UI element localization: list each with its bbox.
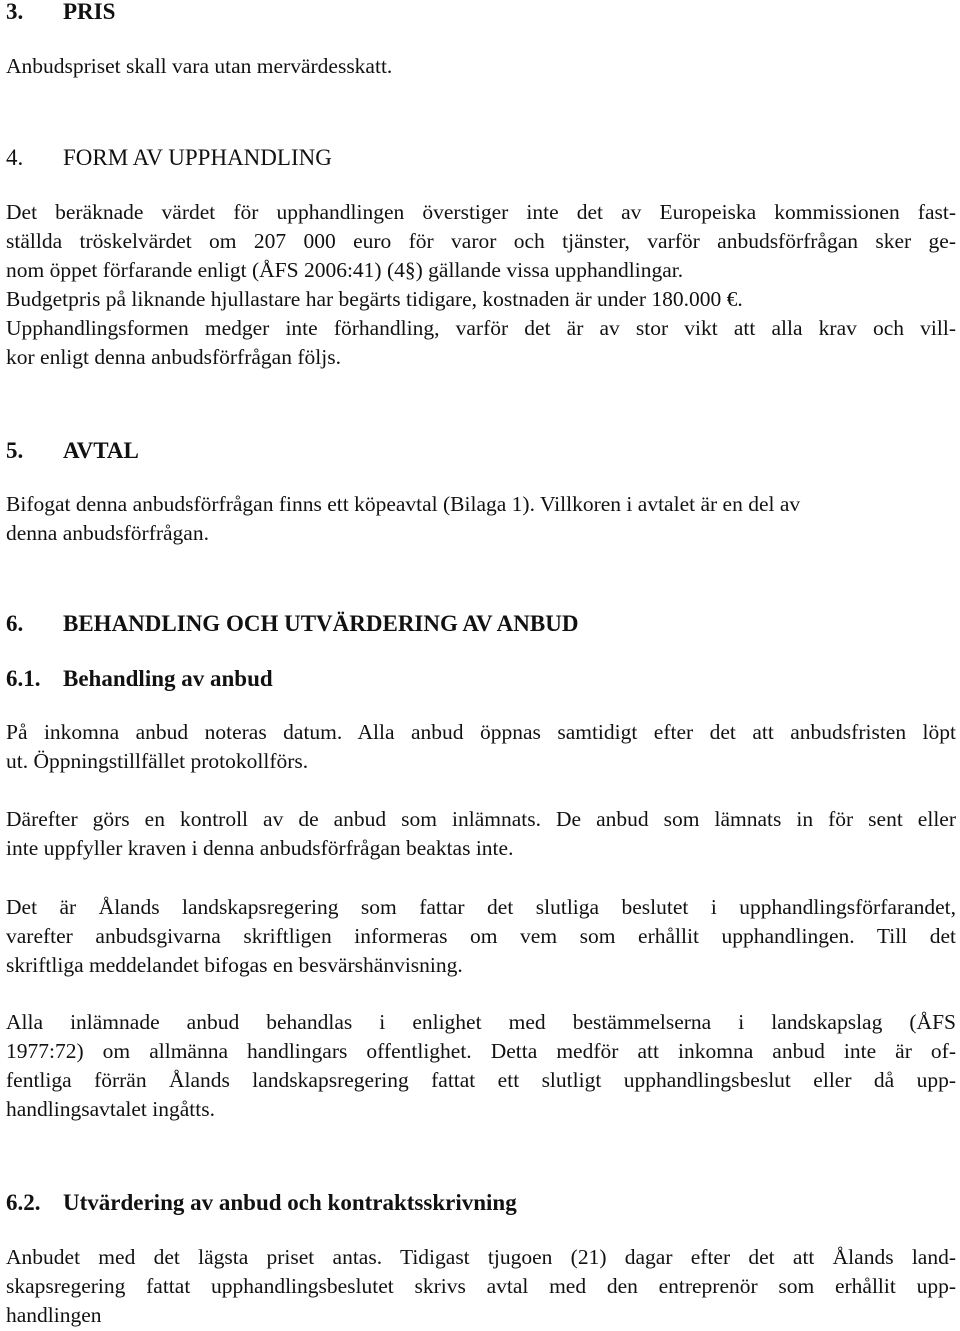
section-6-1-paragraph-1	[6, 718, 956, 776]
text-line: varefter anbudsgivarna skriftligen informeras om vem som erhållit upphandlingen. Till det	[6, 924, 956, 948]
text-line: nom öppet förfarande enligt (ÅFS 2006:41) (4§) gällande vissa upphandlingar.	[6, 258, 684, 282]
text-line: Alla inlämnade anbud behandlas i enlighet med bestämmelserna i landskapslag (ÅFS	[6, 1010, 956, 1034]
section-6-1-paragraph-4	[6, 1008, 956, 1124]
text-line: inte uppfyller kraven i denna anbudsförfrågan beaktas inte.	[6, 836, 514, 860]
text-line: Anbudspriset skall vara utan mervärdesskatt.	[6, 54, 393, 78]
section-5-paragraph	[6, 490, 956, 548]
text-line: kor enligt denna anbudsförfrågan följs.	[6, 345, 341, 369]
section-4-heading	[6, 143, 332, 172]
section-number: 6.1.	[6, 666, 41, 691]
text-line: handlingen	[6, 1303, 102, 1327]
text-line: handlingsavtalet ingåtts.	[6, 1097, 215, 1121]
section-5-heading	[6, 436, 139, 465]
section-6-2-paragraph	[6, 1243, 956, 1330]
section-4-paragraph	[6, 198, 956, 372]
section-3-heading	[6, 0, 115, 26]
section-6-heading	[6, 609, 578, 638]
section-number: 4.	[6, 145, 24, 170]
section-6-1-paragraph-3	[6, 893, 956, 980]
text-line: fentliga förrän Ålands landskapsregering fattat ett slutligt upphandlingsbeslut eller då upp-	[6, 1068, 956, 1092]
text-line: Upphandlingsformen medger inte förhandling, varför det är av stor vikt att alla krav och vill-	[6, 316, 956, 340]
text-line: ut. Öppningstillfället protokollförs.	[6, 749, 309, 773]
text-line: Det beräknade värdet för upphandlingen överstiger inte det av Europeiska kommissionen fast-	[6, 200, 956, 224]
section-title: Utvärdering av anbud och kontraktsskrivning	[63, 1190, 517, 1215]
section-number: 6.2.	[6, 1190, 41, 1215]
text-line: 1977:72) om allmänna handlingars offentlighet. Detta medför att inkomna anbud inte är of-	[6, 1039, 956, 1063]
section-number: 5.	[6, 438, 24, 463]
text-line: Budgetpris på liknande hjullastare har begärts tidigare, kostnaden är under 180.000 €.	[6, 287, 743, 311]
section-3-paragraph	[6, 52, 956, 81]
text-line: Bifogat denna anbudsförfrågan finns ett köpeavtal (Bilaga 1). Villkoren i avtalet är en del av	[6, 492, 801, 516]
section-6-1-heading	[6, 664, 273, 693]
section-6-1-paragraph-2	[6, 805, 956, 863]
text-line: ställda tröskelvärdet om 207 000 euro för varor och tjänster, varför anbudsförfrågan sker ge-	[6, 229, 956, 253]
text-line: skapsregering fattat upphandlingsbeslutet skrivs avtal med den entreprenör som erhållit upp-	[6, 1274, 956, 1298]
text-line: skriftliga meddelandet bifogas en besvärshänvisning.	[6, 953, 463, 977]
section-number: 3.	[6, 0, 24, 24]
section-title: Behandling av anbud	[63, 666, 273, 691]
text-line: Därefter görs en kontroll av de anbud som inlämnats. De anbud som lämnats in för sent eller	[6, 807, 956, 831]
section-title: BEHANDLING OCH UTVÄRDERING AV ANBUD	[63, 611, 579, 636]
text-line: Det är Ålands landskapsregering som fattar det slutliga beslutet i upphandlingsförfarandet,	[6, 895, 956, 919]
section-number: 6.	[6, 611, 24, 636]
section-title: AVTAL	[63, 438, 139, 463]
section-title: PRIS	[63, 0, 116, 24]
text-line: denna anbudsförfrågan.	[6, 521, 209, 545]
text-line: Anbudet med det lägsta priset antas. Tidigast tjugoen (21) dagar efter det att Ålands land-	[6, 1245, 956, 1269]
text-line: På inkomna anbud noteras datum. Alla anbud öppnas samtidigt efter det att anbudsfristen löpt	[6, 720, 956, 744]
section-6-2-heading	[6, 1188, 517, 1217]
section-title: FORM AV UPPHANDLING	[63, 145, 332, 170]
